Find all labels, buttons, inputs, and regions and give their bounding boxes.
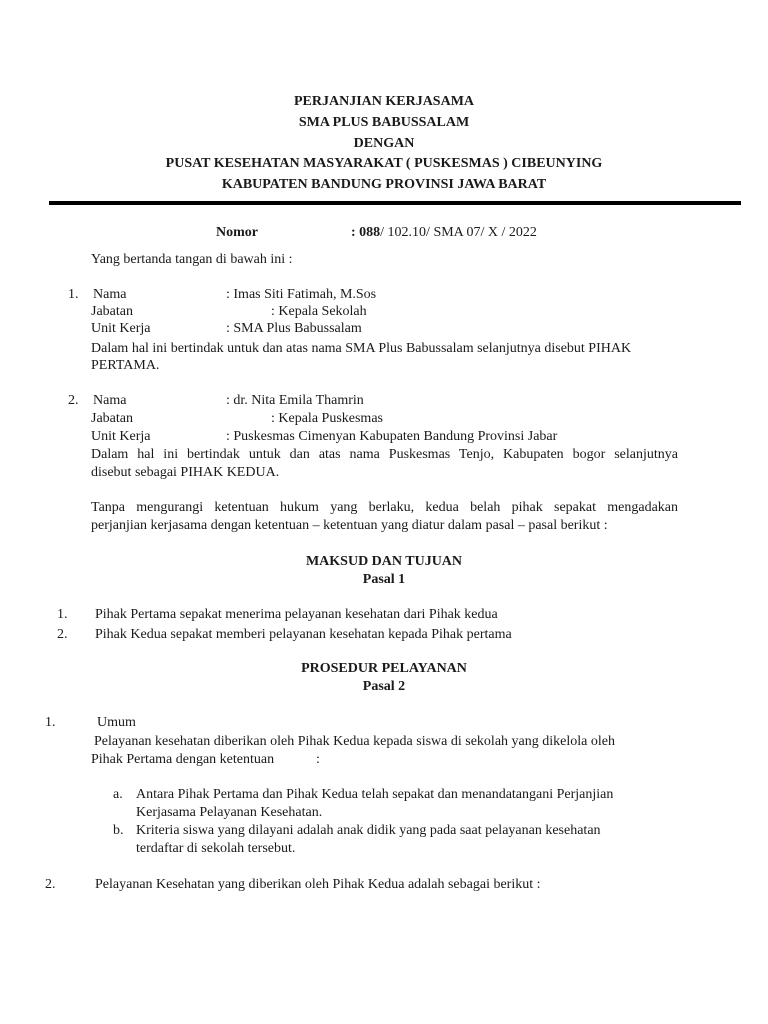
section1-item1-number: 1. — [57, 607, 68, 622]
intro-text: Yang bertanda tangan di bawah ini : — [91, 252, 293, 267]
party1-nama-label: Nama — [93, 287, 127, 302]
title-line-3: DENGAN — [353, 136, 415, 151]
header-divider — [49, 201, 741, 205]
party1-desc-line2: PERTAMA. — [91, 358, 160, 373]
title-line-4: PUSAT KESEHATAN MASYARAKAT ( PUSKESMAS ) CIBEUNYING — [165, 156, 603, 171]
title-line-5: KABUPATEN BANDUNG PROVINSI JAWA BARAT — [221, 177, 547, 192]
section1-pasal: Pasal 1 — [362, 572, 406, 587]
sub-a-line1: Antara Pihak Pertama dan Pihak Kedua telah sepakat dan menandatangani Perjanjian — [136, 787, 614, 802]
party2-nama-value: : dr. Nita Emila Thamrin — [226, 393, 364, 408]
sub-b-line1: Kriteria siswa yang dilayani adalah anak didik yang pada saat pelayanan kesehatan — [136, 823, 601, 838]
party1-desc-line1: Dalam hal ini bertindak untuk dan atas nama SMA Plus Babussalam selanjutnya disebut PIHAK — [91, 341, 632, 356]
section2-item1-title: Umum — [97, 715, 136, 730]
preamble-line1: Tanpa mengurangi ketentuan hukum yang berlaku, kedua belah pihak sepakat mengadakan — [91, 500, 678, 515]
party1-unit-label: Unit Kerja — [91, 321, 151, 336]
nomor-rest: / 102.10/ SMA 07/ X / 2022 — [380, 225, 537, 240]
party2-jabatan-label: Jabatan — [91, 411, 133, 426]
party1-unit-value: : SMA Plus Babussalam — [226, 321, 362, 336]
party2-jabatan-value: : Kepala Puskesmas — [271, 411, 383, 426]
section2-item1-number: 1. — [45, 715, 56, 730]
section2-item2-number: 2. — [45, 877, 56, 892]
section2-item1-line1: Pelayanan kesehatan diberikan oleh Pihak Kedua kepada siswa di sekolah yang dikelola oleh — [94, 734, 615, 749]
section1-item1-text: Pihak Pertama sepakat menerima pelayanan kesehatan dari Pihak kedua — [95, 607, 498, 622]
party2-desc-line1: Dalam hal ini bertindak untuk dan atas nama Puskesmas Tenjo, Kabupaten bogor selanjutnya — [91, 447, 678, 462]
title-line-1: PERJANJIAN KERJASAMA — [293, 94, 475, 109]
sub-b-line2: terdaftar di sekolah tersebut. — [136, 841, 296, 856]
party1-jabatan-label: Jabatan — [91, 304, 133, 319]
party2-unit-value: : Puskesmas Cimenyan Kabupaten Bandung Provinsi Jabar — [226, 429, 558, 444]
sub-b-label: b. — [113, 823, 124, 838]
sub-a-line2: Kerjasama Pelayanan Kesehatan. — [136, 805, 323, 820]
nomor-prefix: : 088 — [351, 225, 381, 240]
section2-title: PROSEDUR PELAYANAN — [301, 661, 467, 676]
nomor-value — [351, 224, 537, 242]
party1-nama-value: : Imas Siti Fatimah, M.Sos — [226, 287, 377, 302]
party2-number: 2. — [68, 393, 79, 408]
section1-title: MAKSUD DAN TUJUAN — [305, 554, 463, 569]
section2-item1-colon: : — [316, 752, 320, 767]
preamble-line2: perjanjian kerjasama dengan ketentuan – ketentuan yang diatur dalam pasal – pasal berikut : — [91, 518, 608, 533]
section2-item2-text: Pelayanan Kesehatan yang diberikan oleh Pihak Kedua adalah sebagai berikut : — [95, 877, 541, 892]
party2-nama-label: Nama — [93, 393, 127, 408]
party2-desc-line2: disebut sebagai PIHAK KEDUA. — [91, 465, 280, 480]
section2-item1-line2: Pihak Pertama dengan ketentuan — [91, 752, 275, 767]
sub-a-label: a. — [113, 787, 123, 802]
section1-item2-number: 2. — [57, 627, 68, 642]
section1-item2-text: Pihak Kedua sepakat memberi pelayanan kesehatan kepada Pihak pertama — [95, 627, 512, 642]
party1-number: 1. — [68, 287, 79, 302]
nomor-label: Nomor — [216, 225, 258, 240]
party1-jabatan-value: : Kepala Sekolah — [271, 304, 367, 319]
section2-pasal: Pasal 2 — [362, 679, 406, 694]
party2-unit-label: Unit Kerja — [91, 429, 151, 444]
title-line-2: SMA PLUS BABUSSALAM — [298, 115, 470, 130]
